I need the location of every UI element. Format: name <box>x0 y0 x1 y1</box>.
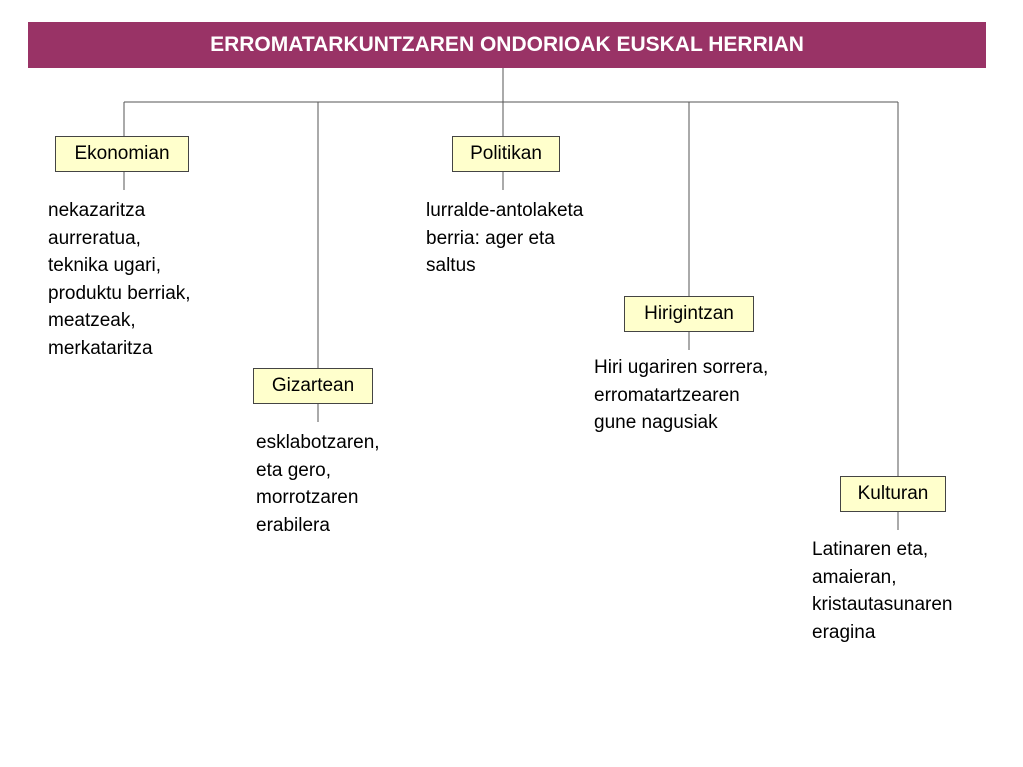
category-box-ekonomian: Ekonomian <box>55 136 189 172</box>
description-gizartean: esklabotzaren, eta gero, morrotzaren erabilera <box>256 432 380 536</box>
description-kulturan: Latinaren eta, amaieran, kristautasunaren eragina <box>812 539 953 643</box>
description-ekonomian: nekazaritza aurreratua, teknika ugari, produktu berriak, meatzeak, merkataritza <box>48 200 191 359</box>
description-politikan: lurralde-antolaketa berria: ager eta saltus <box>426 200 584 276</box>
category-box-hirigintzan: Hirigintzan <box>624 296 754 332</box>
diagram-title: ERROMATARKUNTZAREN ONDORIOAK EUSKAL HERRIAN <box>28 22 986 68</box>
category-box-gizartean: Gizartean <box>253 368 373 404</box>
description-hirigintzan: Hiri ugariren sorrera, erromatartzearen gune nagusiak <box>594 357 769 433</box>
category-box-politikan: Politikan <box>452 136 560 172</box>
category-box-kulturan: Kulturan <box>840 476 946 512</box>
